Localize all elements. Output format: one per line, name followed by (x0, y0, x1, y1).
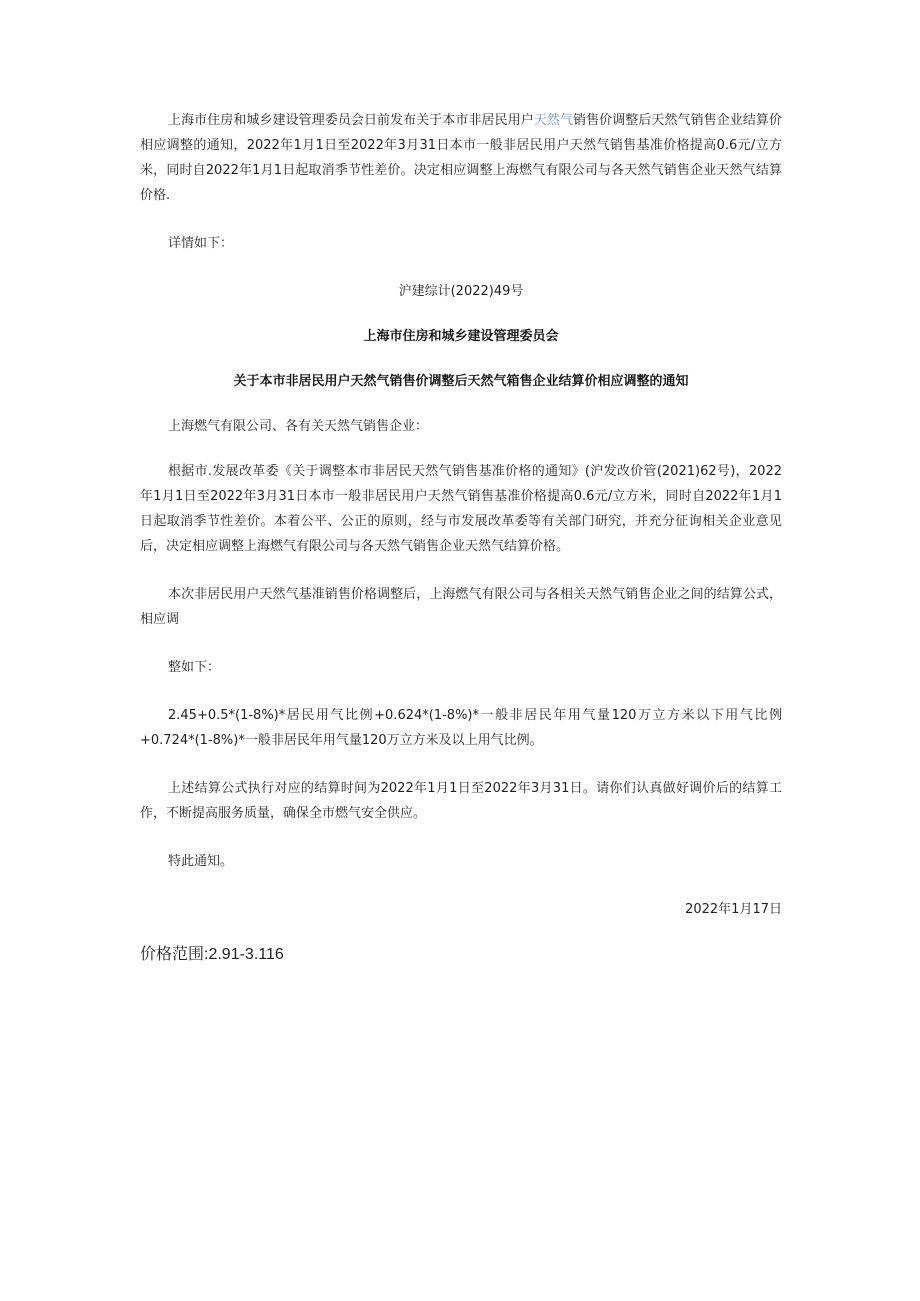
intro-text-before: 上海市住房和城乡建设管理委员会日前发布关于本市非居民用户 (168, 113, 534, 128)
details-label: 详情如下： (168, 236, 234, 251)
settlement-formula: 2.45+0.5*(1-8%)*居民用气比例+0.624*(1-8%)*一般非居民年用气量120万立方米以下用气比例+0.724*(1-8%)*一般非居民年用气量120万立方米及以上用气比例。 (140, 708, 782, 748)
paragraph-as-follows: 整如下： (168, 660, 221, 675)
notice-title: 关于本市非居民用户天然气销售价调整后天然气箱售企业结算价相应调整的通知 (233, 374, 689, 389)
document-number: 沪建综计(2022)49号 (398, 284, 524, 299)
issuer-heading: 上海市住房和城乡建设管理委员会 (363, 329, 559, 344)
paragraph-basis: 根据市.发展改革委《关于调整本市非居民天然气销售基准价格的通知》(沪发改价管(2021)62号)，2022年1月1日至2022年3月31日本市一般非居民用户天然气销售基准价格提高0.6元/立方米，同时自2022年1月1日起取消季节性差价。本着公平、公正的原则，经与市发展改革委等有关部门研究，并充分征询相关企业意见后，决定相应调整上海燃气有限公司与各天然气销售企业天然气结算价格。 (140, 464, 782, 554)
paragraph-execution: 上述结算公式执行对应的结算时间为2022年1月1日至2022年3月31日。请你们认真做好调价后的结算工作，不断提高服务质量，确保全市燃气安全供应。 (140, 781, 782, 821)
natural-gas-link[interactable]: 天然气 (533, 113, 574, 128)
intro-text-after: 销售价调整后天然气销售企业结算价相应调整的通知，2022年1月1日至2022年3月31日本市一般非居民用户天然气销售基准价格提高0.6元/立方米，同时自2022年1月1日起取消季节性差价。决定相应调整上海燃气有限公司与各天然气销售企业天然气结算价格. (140, 113, 782, 203)
intro-paragraph (140, 108, 782, 208)
paragraph-adjustment: 本次非居民用户天然气基准销售价格调整后，上海燃气有限公司与各相关天然气销售企业之间的结算公式，相应调 (140, 587, 782, 627)
notice-date: 2022年1月17日 (685, 902, 782, 917)
document-body (140, 108, 782, 968)
price-range: 价格范围:2.91-3.116 (140, 946, 284, 963)
closing-line: 特此通知。 (168, 854, 234, 869)
recipients-line: 上海燃气有限公司、各有关天然气销售企业： (168, 419, 429, 434)
